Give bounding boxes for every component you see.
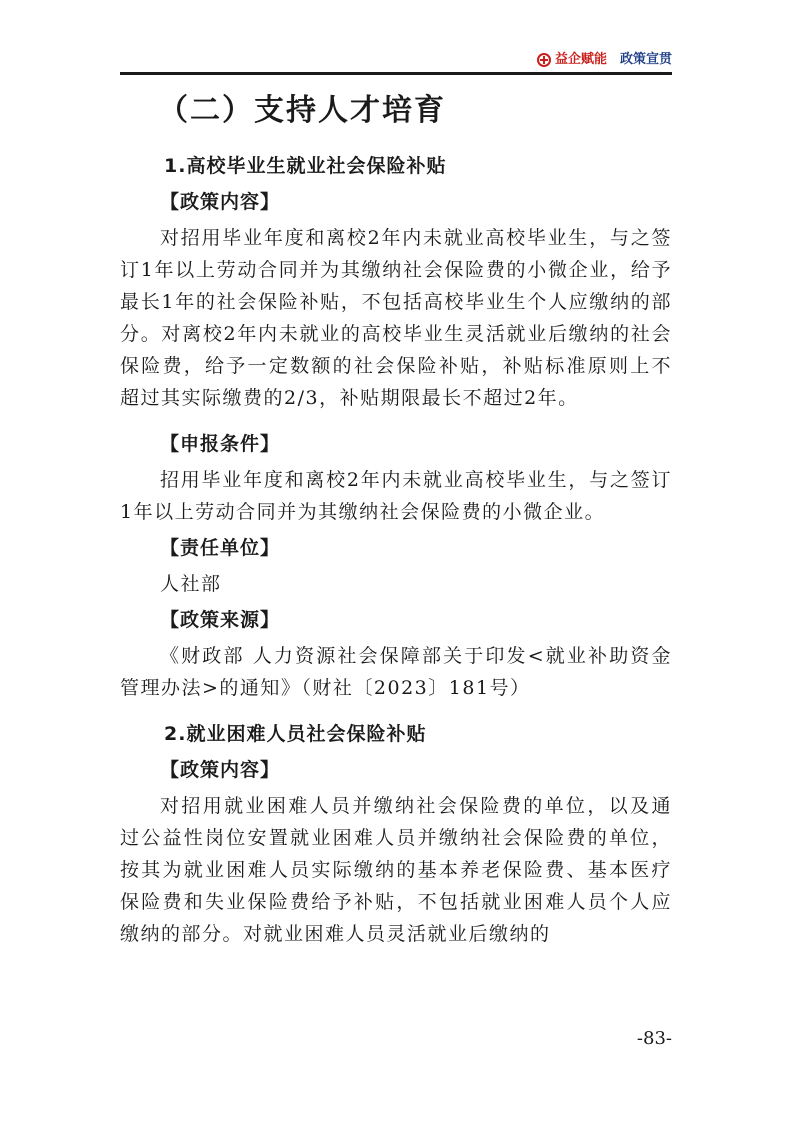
brand-logo-icon bbox=[537, 53, 551, 67]
item-2-policy-text: 对招用就业困难人员并缴纳社会保险费的单位，以及通过公益性岗位安置就业困难人员并缴纳社会保险费的单位，按其为就业困难人员实际缴纳的基本养老保险费、基本医疗保险费和失业保险费给予补贴，不包括就业困难人员个人应缴纳的部分。对就业困难人员灵活就业后缴纳的 bbox=[120, 795, 672, 945]
item-1-unit-text: 人社部 bbox=[160, 573, 222, 595]
brand-left-text: 益企赋能 bbox=[554, 52, 607, 67]
item-1-condition-text: 招用毕业年度和离校2年内未就业高校毕业生，与之签订1年以上劳动合同并为其缴纳社会保险费的小微企业。 bbox=[120, 469, 672, 523]
section-title: （二）支持人才培育 bbox=[158, 93, 446, 128]
brand-right-text: 政策宣贯 bbox=[619, 52, 672, 67]
item-2-title: 2.就业困难人员社会保险补贴 bbox=[164, 723, 427, 745]
item-1-policy-label: 【政策内容】 bbox=[160, 191, 281, 213]
item-1-source-label: 【政策来源】 bbox=[160, 609, 281, 631]
item-1-unit-label: 【责任单位】 bbox=[160, 537, 281, 559]
item-1-source-text: 《财政部 人力资源社会保障部关于印发<就业补助资金管理办法>的通知》（财社〔2023〕181号） bbox=[120, 645, 672, 699]
brand-mark bbox=[537, 50, 672, 70]
item-1-policy-text: 对招用毕业年度和离校2年内未就业高校毕业生，与之签订1年以上劳动合同并为其缴纳社会保险费的小微企业，给予最长1年的社会保险补贴，不包括高校毕业生个人应缴纳的部分。对离校2年内未就业的高校毕业生灵活就业后缴纳的社会保险费，给予一定数额的社会保险补贴，补贴标准原则上不超过其实际缴费的2/3，补贴期限最长不超过2年。 bbox=[120, 227, 672, 409]
document-body bbox=[120, 86, 672, 950]
page-header bbox=[120, 50, 672, 72]
item-1-condition-label: 【申报条件】 bbox=[160, 433, 281, 455]
header-rule bbox=[120, 72, 672, 75]
item-1-title: 1.高校毕业生就业社会保险补贴 bbox=[164, 155, 447, 177]
item-2-policy-label: 【政策内容】 bbox=[160, 759, 281, 781]
page-number: -83- bbox=[636, 1028, 672, 1049]
